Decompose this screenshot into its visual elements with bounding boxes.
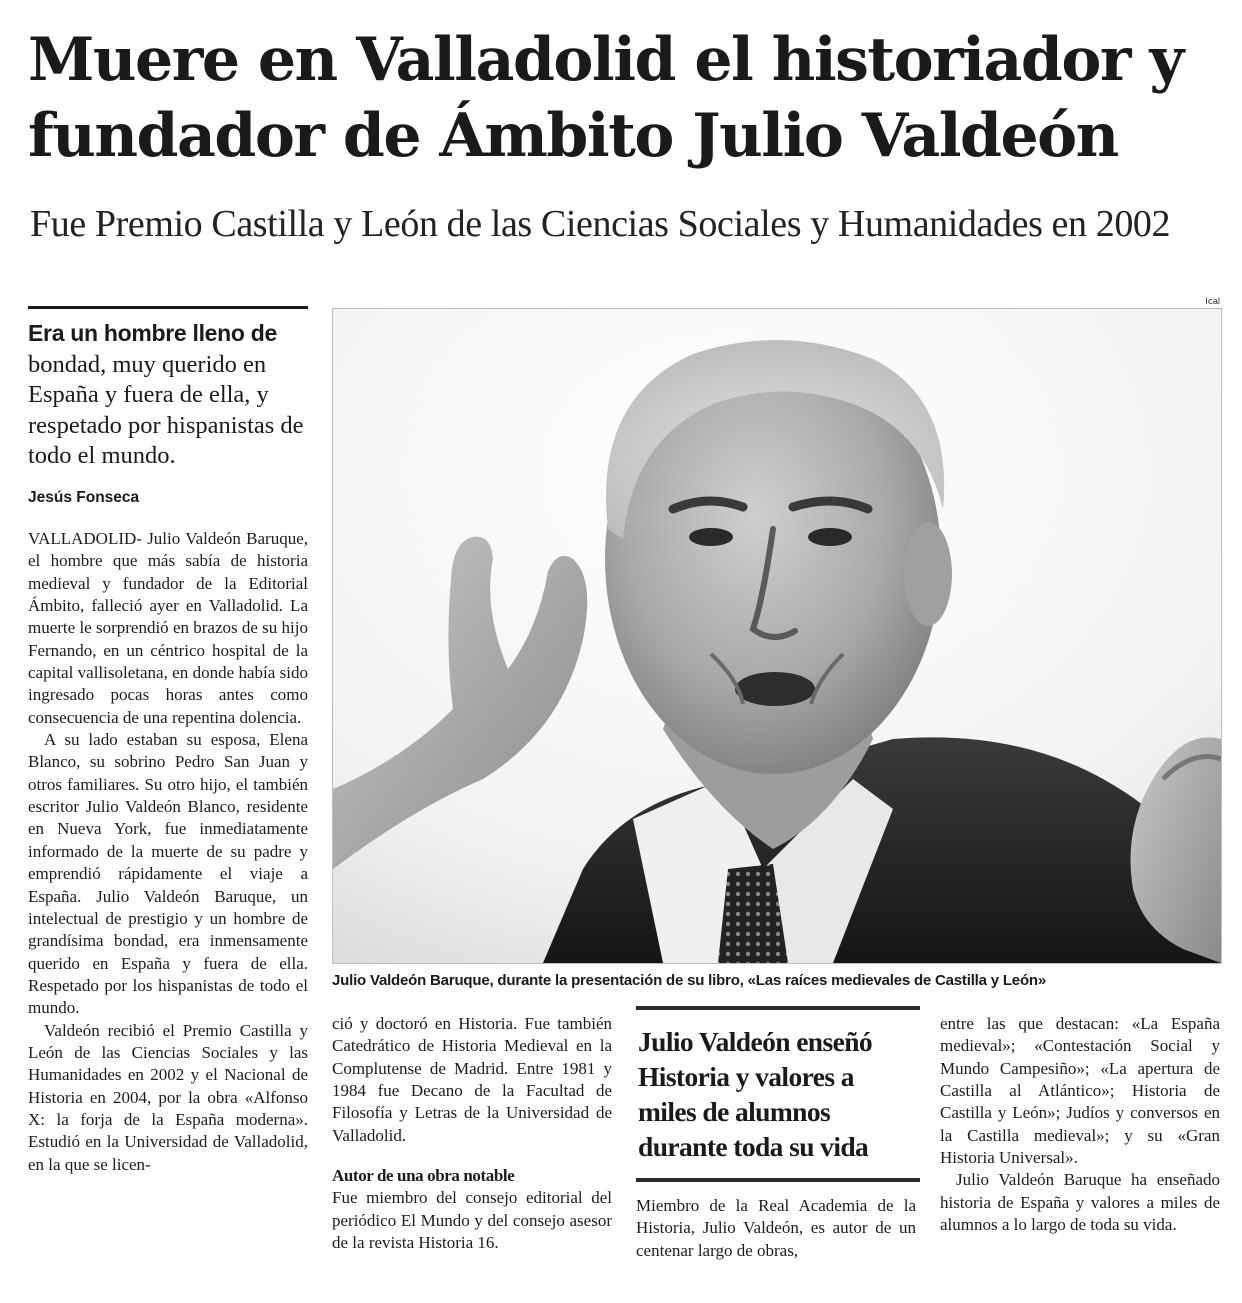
body-paragraph: Fue miembro del consejo editorial del periódico El Mundo y del consejo asesor de la revista Historia 16.: [332, 1188, 612, 1253]
lead-top-rule: [28, 306, 308, 309]
body-paragraph: Valdeón recibió el Premio Castilla y León de las Ciencias Sociales y las Humanidades en 2002 y el Nacional de Historia en 2004, por la obra «Alfonso X: la forja de la España moderna». Estudió en la Universidad de Valladolid, en la que se licen-: [28, 1020, 308, 1174]
lead-summary-strong: Era un hombre lleno de: [28, 320, 277, 346]
headline-line-1: Muere en Valladolid el historiador y: [28, 25, 1183, 95]
body-paragraph: Miembro de la Real Academia de la Historia, Julio Valdeón, es autor de un centenar largo de obras,: [636, 1196, 916, 1260]
portrait-illustration: [333, 309, 1221, 963]
photo-caption: Julio Valdeón Baruque, durante la presentación de su libro, «Las raíces medievales de Castilla y León»: [332, 972, 1047, 989]
body-paragraph: entre las que destacan: «La España medieval»; «Contestación Social y Mundo Campesiño»; «La apertura de Castilla al Atlántico»; Historia de Castilla y León»; Judíos y conversos en la Castilla medieval»; y su «Gran Historia Universal».: [940, 1014, 1220, 1168]
byline: Jesús Fonseca: [28, 489, 140, 506]
body-column-2: [332, 1013, 612, 1254]
body-paragraph: A su lado estaban su esposa, Elena Blanco, su sobrino Pedro San Juan y otros familiares. Su otro hijo, el también escritor Julio Valdeón Blanco, residente en Nueva York, fue inmediatamente informado de la muerte de su padre y emprendió rápidamente el viaje a España. Julio Valdeón Baruque, un intelectual de prestigio y un hombre de grandísima bondad, era inmensamente querido en España y fuera de ella. Respetado por los hispanistas de todo el mundo.: [28, 730, 308, 1018]
headline: [28, 22, 1228, 174]
subtitle: Fue Premio Castilla y León de las Ciencias Sociales y Humanidades en 2002: [30, 203, 1171, 245]
photo-credit: Ical: [1205, 296, 1220, 307]
body-paragraph: Julio Valdeón Baruque ha enseñado historia de España y valores a miles de alumnos a lo largo de toda su vida.: [940, 1170, 1220, 1235]
body-paragraph: ció y doctoró en Historia. Fue también Catedrático de Historia Medieval en la Complutense de Madrid. Entre 1981 y 1984 fue Decano de la Facultad de Filosofía y Letras de la Universidad de Valladolid.: [332, 1014, 612, 1145]
headline-line-2: fundador de Ámbito Julio Valdeón: [28, 101, 1118, 171]
lead-summary-rest: bondad, muy querido en España y fuera de ella, y respetado por hispanistas de todo el mundo.: [28, 350, 304, 469]
section-subhead: Autor de una obra notable: [332, 1166, 515, 1186]
lead-summary: [28, 318, 310, 472]
portrait-photo: [332, 308, 1222, 964]
body-column-4: [940, 1013, 1220, 1236]
pull-quote: [636, 1006, 920, 1182]
pull-quote-text: Julio Valdeón enseñó Historia y valores a miles de alumnos durante toda su vida: [638, 1026, 873, 1162]
body-column-3: [636, 1195, 916, 1262]
body-paragraph: VALLADOLID- Julio Valdeón Baruque, el hombre que más sabía de historia medieval y fundador de la Editorial Ámbito, falleció ayer en Valladolid. La muerte le sorprendió en brazos de su hijo Fernando, en un céntrico hospital de la capital vallisoletana, en donde había sido ingresado pocas horas antes como consecuencia de una repentina dolencia.: [28, 529, 308, 727]
body-column-1: [28, 528, 308, 1176]
